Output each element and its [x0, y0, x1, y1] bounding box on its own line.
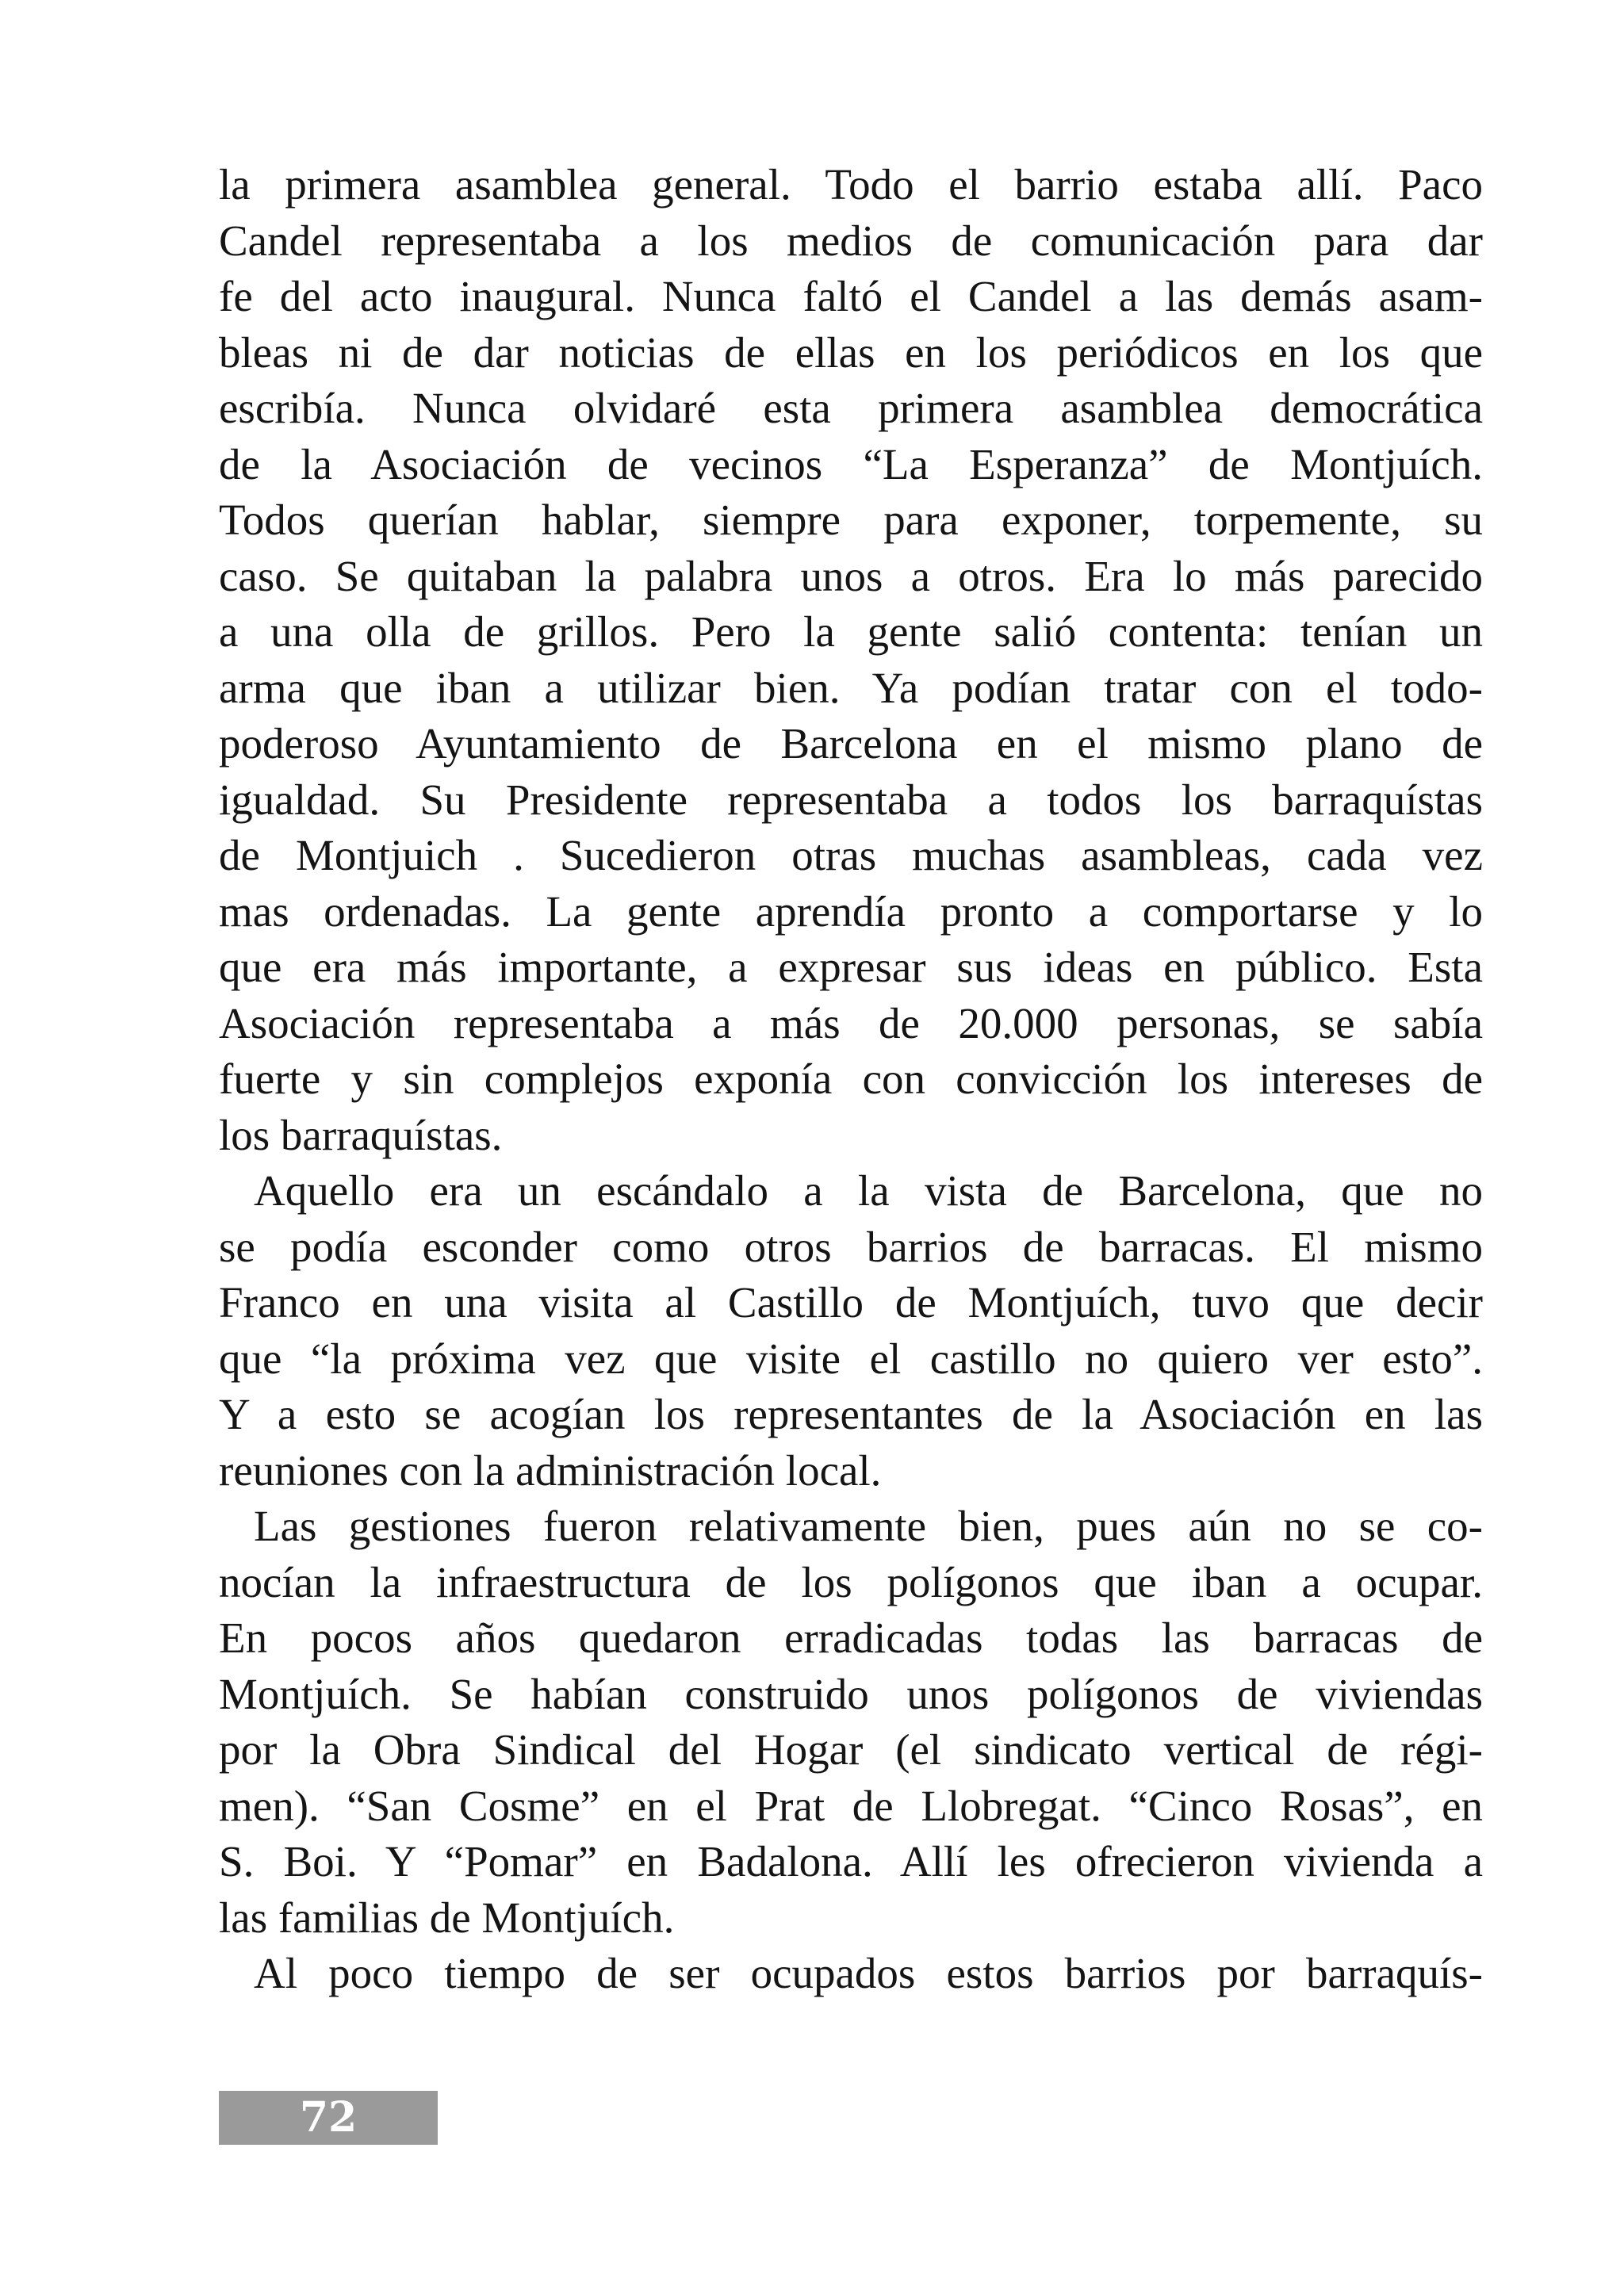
- text-line: mas ordenadas. La gente aprendía pronto a comportarse y lo: [219, 886, 1483, 936]
- text-line: reuniones con la administración local.: [219, 1445, 882, 1495]
- text-line: fuerte y sin complejos exponía con convicción los intereses de: [219, 1055, 1483, 1103]
- text-line: Al poco tiempo de ser ocupados estos barrios por barraquís-: [254, 1949, 1483, 1997]
- text-line: Y a esto se acogían los representantes de la Asociación en las: [219, 1390, 1483, 1438]
- text-line: Montjuích. Se habían construido unos polígonos de viviendas: [219, 1669, 1483, 1718]
- text-line: nocían la infraestructura de los polígonos que iban a ocupar.: [219, 1557, 1483, 1606]
- text-line: por la Obra Sindical del Hogar (el sindicato vertical de régi-: [219, 1725, 1483, 1774]
- text-line: caso. Se quitaban la palabra unos a otros. Era lo más parecido: [219, 551, 1483, 600]
- text-line: que “la próxima vez que visite el castillo no quiero ver esto”.: [219, 1334, 1483, 1383]
- text-line: se podía esconder como otros barrios de barracas. El mismo: [219, 1222, 1483, 1271]
- text-line: poderoso Ayuntamiento de Barcelona en el mismo plano de: [219, 719, 1483, 768]
- text-line: la primera asamblea general. Todo el barrio estaba allí. Paco: [219, 160, 1483, 209]
- text-line: de la Asociación de vecinos “La Esperanza” de Montjuích.: [219, 439, 1483, 488]
- page-number-box: [219, 2091, 438, 2145]
- text-line: a una olla de grillos. Pero la gente salió contenta: tenían un: [219, 607, 1483, 656]
- text-line: las familias de Montjuích.: [219, 1893, 675, 1942]
- text-line: que era más importante, a expresar sus ideas en público. Esta: [219, 943, 1483, 991]
- text-line: Aquello era un escándalo a la vista de Barcelona, que no: [254, 1166, 1483, 1215]
- text-line: Franco en una visita al Castillo de Montjuích, tuvo que decir: [219, 1278, 1483, 1326]
- text-line: escribía. Nunca olvidaré esta primera asamblea democrática: [219, 384, 1483, 432]
- text-line: En pocos años quedaron erradicadas todas las barracas de: [219, 1614, 1483, 1662]
- text-line: de Montjuich . Sucedieron otras muchas asambleas, cada vez: [219, 831, 1483, 879]
- text-line: fe del acto inaugural. Nunca faltó el Candel a las demás asam-: [219, 272, 1483, 320]
- text-line: men). “San Cosme” en el Prat de Llobregat. “Cinco Rosas”, en: [219, 1781, 1483, 1830]
- text-line: Las gestiones fueron relativamente bien, pues aún no se co-: [254, 1502, 1483, 1550]
- text-line: bleas ni de dar noticias de ellas en los periódicos en los que: [219, 327, 1483, 377]
- text-line: Candel representaba a los medios de comunicación para dar: [219, 216, 1483, 265]
- text-line: Asociación representaba a más de 20.000 personas, se sabía: [219, 998, 1483, 1047]
- text-line: igualdad. Su Presidente representaba a todos los barraquístas: [219, 775, 1483, 824]
- page-number: 72: [299, 2093, 358, 2142]
- text-line: arma que iban a utilizar bien. Ya podían tratar con el todo-: [219, 663, 1483, 712]
- text-line: los barraquístas.: [219, 1110, 503, 1159]
- text-line: S. Boi. Y “Pomar” en Badalona. Allí les ofrecieron vivienda a: [219, 1837, 1483, 1885]
- body-text: [219, 157, 1483, 2002]
- text-line: Todos querían hablar, siempre para exponer, torpemente, su: [219, 496, 1483, 544]
